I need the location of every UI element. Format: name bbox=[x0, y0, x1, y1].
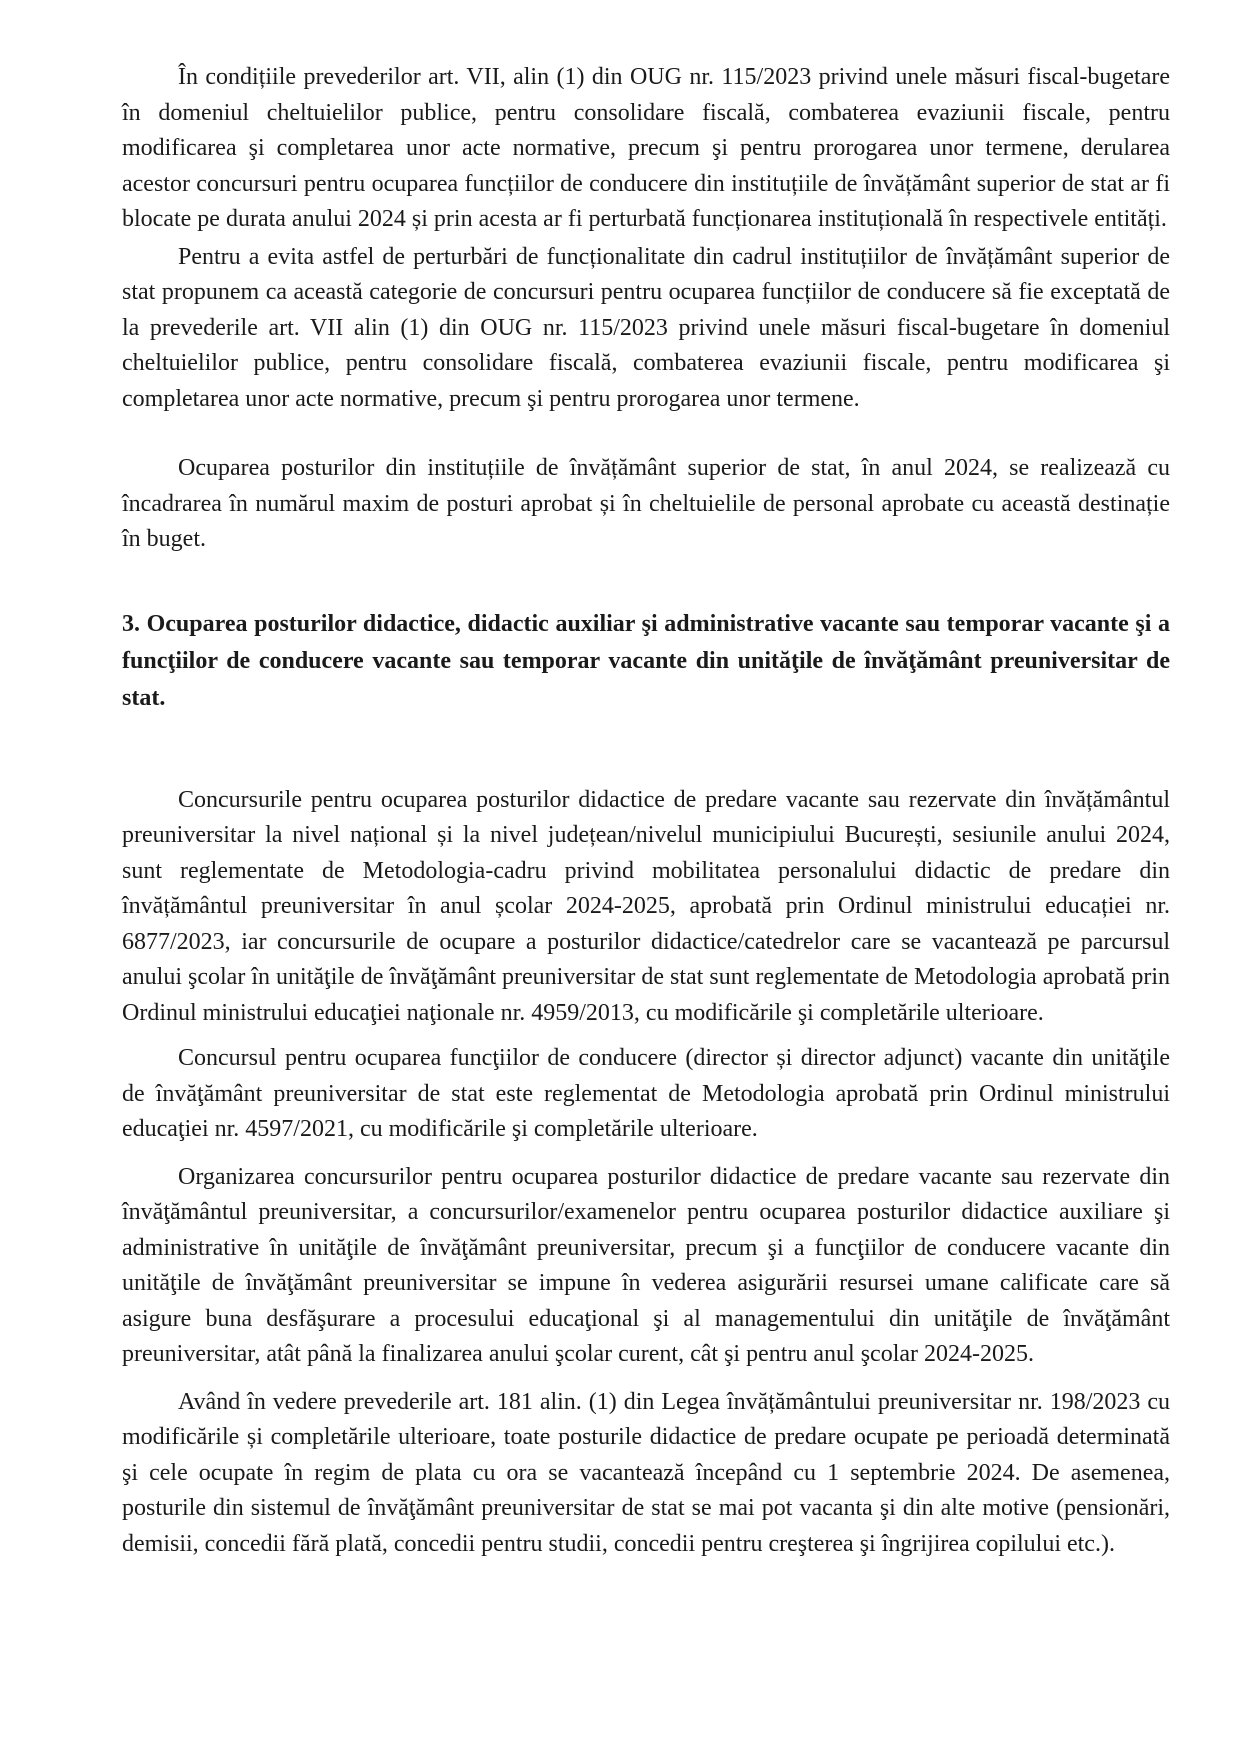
section-heading-3: 3. Ocuparea posturilor didactice, didactic auxiliar şi administrative vacante sau temporar vacante şi a funcţiilor de conducere vacante sau temporar vacante din unităţile de învăţământ preuniversitar de stat. bbox=[122, 610, 1170, 711]
paragraph-higher-education-posts: Ocuparea posturilor din instituțiile de învățământ superior de stat, în anul 2024, se realizează cu încadrarea în numărul maxim de posturi aprobat și în cheltuielile de personal aprobate cu această destinație în buget. bbox=[122, 455, 1170, 552]
paragraph-avoid-disruptions: Pentru a evita astfel de perturbări de funcționalitate din cadrul instituțiilor de învățământ superior de stat propunem ca această categorie de concursuri pentru ocuparea funcțiilor de conducere să fie exceptată de la prevederile art. VII alin (1) din OUG nr. 115/2023 privind unele măsuri fiscal-bugetare în domeniul cheltuielilor publice, pentru consolidare fiscală, combaterea evaziunii fiscale, pentru modificarea şi completarea unor acte normative, precum şi pentru prorogarea unor termene. bbox=[122, 243, 1170, 412]
document-body bbox=[122, 60, 1170, 1562]
paragraph-teaching-posts-competitions: Concursurile pentru ocuparea posturilor didactice de predare vacante sau rezervate din învățământul preuniversitar la nivel național și la nivel județean/nivelul municipiului București, sesiunile anului 2024, sunt reglementate de Metodologia-cadru privind mobilitatea personalului didactic de predare din învățământul preuniversitar în anul școlar 2024-2025, aprobată prin Ordinul ministrului educației nr. 6877/2023, iar concursurile de ocupare a posturilor didactice/catedrelor care se vacantează pe parcursul anului şcolar în unităţile de învăţământ preuniversitar de stat sunt reglementate de Metodologia aprobată prin Ordinul ministrului educaţiei naţionale nr. 4959/2013, cu modificările şi completările ulterioare. bbox=[122, 786, 1170, 1026]
paragraph-organizing-competitions: Organizarea concursurilor pentru ocuparea posturilor didactice de predare vacante sau rezervate din învăţământul preuniversitar, a concursurilor/examenelor pentru ocuparea posturilor didactice auxiliare şi administrative în unităţile de învăţământ preuniversitar, precum şi a funcţiilor de conducere vacante din unităţile de învăţământ preuniversitar se impune în vederea asigurării resursei umane calificate care să asigure buna desfăşurare a procesului educaţional şi al managementului din unităţile de învăţământ preuniversitar, atât până la finalizarea anului şcolar curent, cât şi pentru anul şcolar 2024-2025. bbox=[122, 1163, 1170, 1367]
paragraph-oug-conditions: În condițiile prevederilor art. VII, alin (1) din OUG nr. 115/2023 privind unele măsuri fiscal-bugetare în domeniul cheltuielilor publice, pentru consolidare fiscală, combaterea evaziunii fiscale, pentru modificarea şi completarea unor acte normative, precum şi pentru prorogarea unor termene, derularea acestor concursuri pentru ocuparea funcțiilor de conducere din instituțiile de învățământ superior de stat ar fi blocate pe durata anului 2024 și prin acesta ar fi perturbată funcționarea instituțională în respectivele entități. bbox=[122, 64, 1170, 232]
paragraph-management-positions: Concursul pentru ocuparea funcţiilor de conducere (director și director adjunct) vacante din unităţile de învăţământ preuniversitar de stat este reglementat de Metodologia aprobată prin Ordinul ministrului educaţiei nr. 4597/2021, cu modificările şi completările ulterioare. bbox=[122, 1045, 1170, 1142]
paragraph-law-provisions: Având în vedere prevederile art. 181 alin. (1) din Legea învățământului preuniversitar nr. 198/2023 cu modificările și completările ulterioare, toate posturile didactice de predare ocupate pe perioadă determinată şi cele ocupate în regim de plata cu ora se vacantează începând cu 1 septembrie 2024. De asemenea, posturile din sistemul de învăţământ preuniversitar de stat se mai pot vacanta şi din alte motive (pensionări, demisii, concedii fără plată, concedii pentru studii, concedii pentru creşterea şi îngrijirea copilului etc.). bbox=[122, 1388, 1170, 1557]
